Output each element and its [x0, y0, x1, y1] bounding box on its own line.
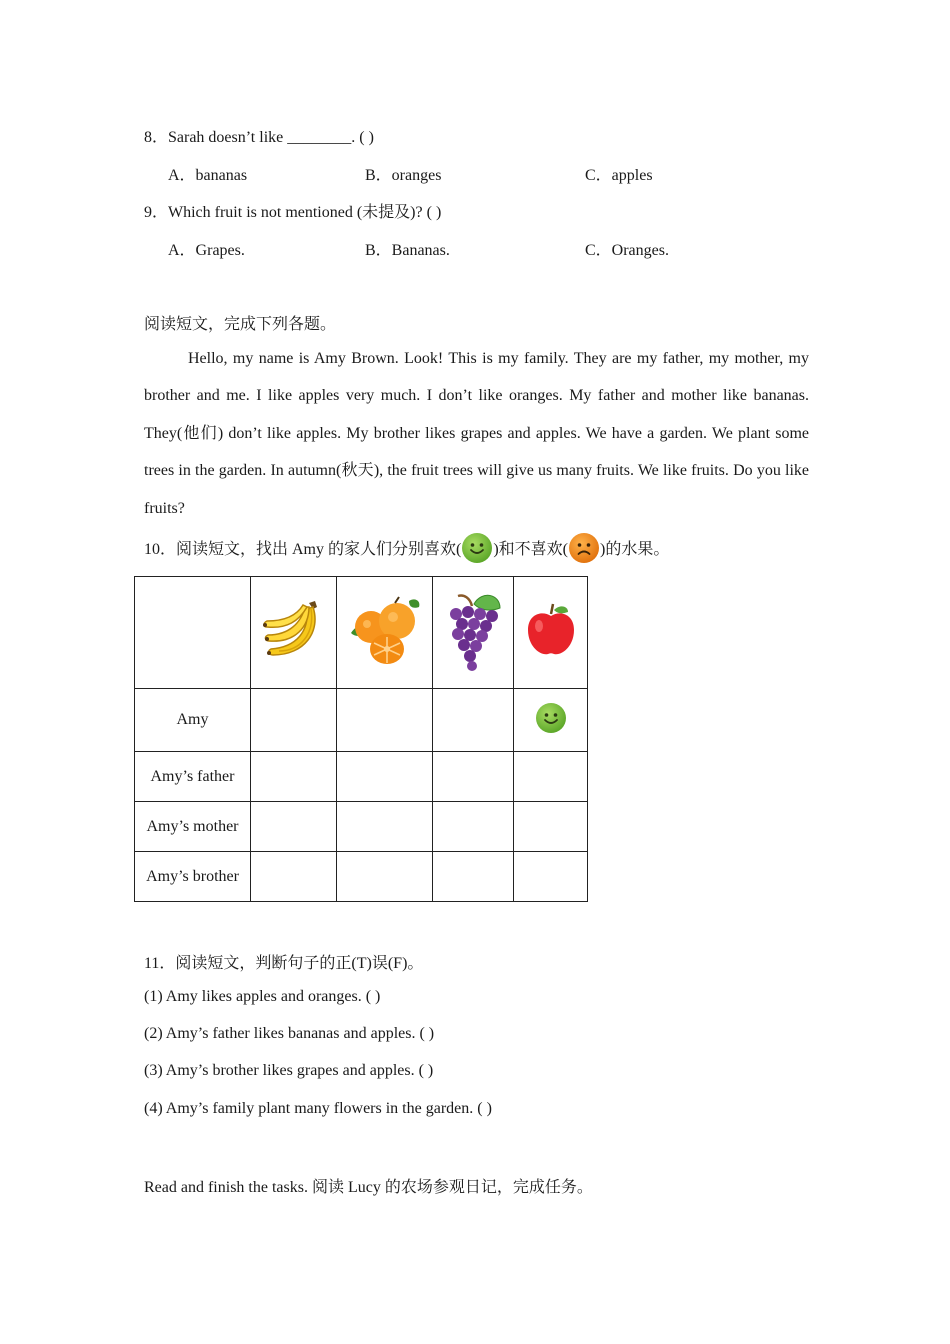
- q11-item-4[interactable]: (4) Amy’s family plant many flowers in the garden. ( ): [144, 1100, 492, 1117]
- question-10-prompt: [144, 533, 669, 567]
- answer-cell[interactable]: [337, 689, 433, 752]
- q9-option-b[interactable]: B．Bananas.: [365, 242, 450, 259]
- frown-face-icon: [568, 532, 600, 564]
- q8-option-b[interactable]: B．oranges: [365, 167, 442, 184]
- answer-cell[interactable]: [251, 802, 337, 852]
- answer-cell[interactable]: [514, 852, 588, 902]
- smiley-face-icon: [535, 702, 567, 734]
- answer-cell-amy-apple[interactable]: [514, 689, 588, 752]
- q11-item-1[interactable]: (1) Amy likes apples and oranges. ( ): [144, 988, 381, 1005]
- row-label-father: Amy’s father: [135, 752, 251, 802]
- smiley-face-icon: [461, 532, 493, 564]
- oranges-header-cell: [337, 577, 433, 689]
- answer-cell[interactable]: [433, 689, 514, 752]
- answer-cell[interactable]: [433, 852, 514, 902]
- q9-option-c[interactable]: C．Oranges.: [585, 242, 669, 259]
- section-3-instruction: Read and finish the tasks. 阅读 Lucy 的农场参观日记，完成任务。: [144, 1179, 593, 1196]
- grapes-icon: [442, 588, 504, 672]
- answer-cell[interactable]: [433, 802, 514, 852]
- reading-instruction: 阅读短文，完成下列各题。: [144, 316, 337, 333]
- apple-icon: [524, 602, 578, 658]
- answer-cell[interactable]: [514, 802, 588, 852]
- row-label-amy: Amy: [135, 689, 251, 752]
- reading-passage: Hello, my name is Amy Brown. Look! This is my family. They are my father, my mother, my brother and me. I like apples very much. I don’t like oranges. My father and mother like bananas. They(他们) don’t like apples. My brother likes grapes and apples. We have a garden. We plant some trees in the garden. In autumn(秋天), the fruit trees will give us many fruits. We like fruits. Do you like fruits?: [144, 350, 809, 517]
- answer-cell[interactable]: [337, 852, 433, 902]
- q11-item-2[interactable]: (2) Amy’s father likes bananas and apples. ( ): [144, 1025, 435, 1042]
- answer-cell[interactable]: [251, 852, 337, 902]
- row-label-brother: Amy’s brother: [135, 852, 251, 902]
- answer-cell[interactable]: [251, 689, 337, 752]
- bananas-header-cell: [251, 577, 337, 689]
- q8-option-a[interactable]: A．bananas: [168, 167, 248, 184]
- apple-header-cell: [514, 577, 588, 689]
- answer-cell[interactable]: [337, 802, 433, 852]
- question-11-instruction: 11．阅读短文，判断句子的正(T)误(F)。: [144, 955, 424, 972]
- answer-cell[interactable]: [514, 752, 588, 802]
- answer-cell[interactable]: [433, 752, 514, 802]
- question-9: 9．Which fruit is not mentioned (未提及)? ( ): [144, 204, 442, 221]
- row-label-mother: Amy’s mother: [135, 802, 251, 852]
- q11-item-3[interactable]: (3) Amy’s brother likes grapes and apples. ( ): [144, 1062, 434, 1079]
- q10-suffix: )的水果。: [600, 541, 670, 558]
- grapes-header-cell: [433, 577, 514, 689]
- table-corner-cell: [135, 577, 251, 689]
- answer-cell[interactable]: [337, 752, 433, 802]
- answer-cell[interactable]: [251, 752, 337, 802]
- q10-middle: )和不喜欢(: [493, 541, 569, 558]
- q9-option-a[interactable]: A．Grapes.: [168, 242, 245, 259]
- q8-option-c[interactable]: C．apples: [585, 167, 653, 184]
- question-8: 8．Sarah doesn’t like ________. ( ): [144, 129, 374, 146]
- bananas-icon: [259, 597, 329, 663]
- fruit-preference-table: [134, 576, 588, 902]
- q10-prefix: 10．阅读短文，找出 Amy 的家人们分别喜欢(: [144, 541, 462, 558]
- oranges-icon: [347, 593, 423, 667]
